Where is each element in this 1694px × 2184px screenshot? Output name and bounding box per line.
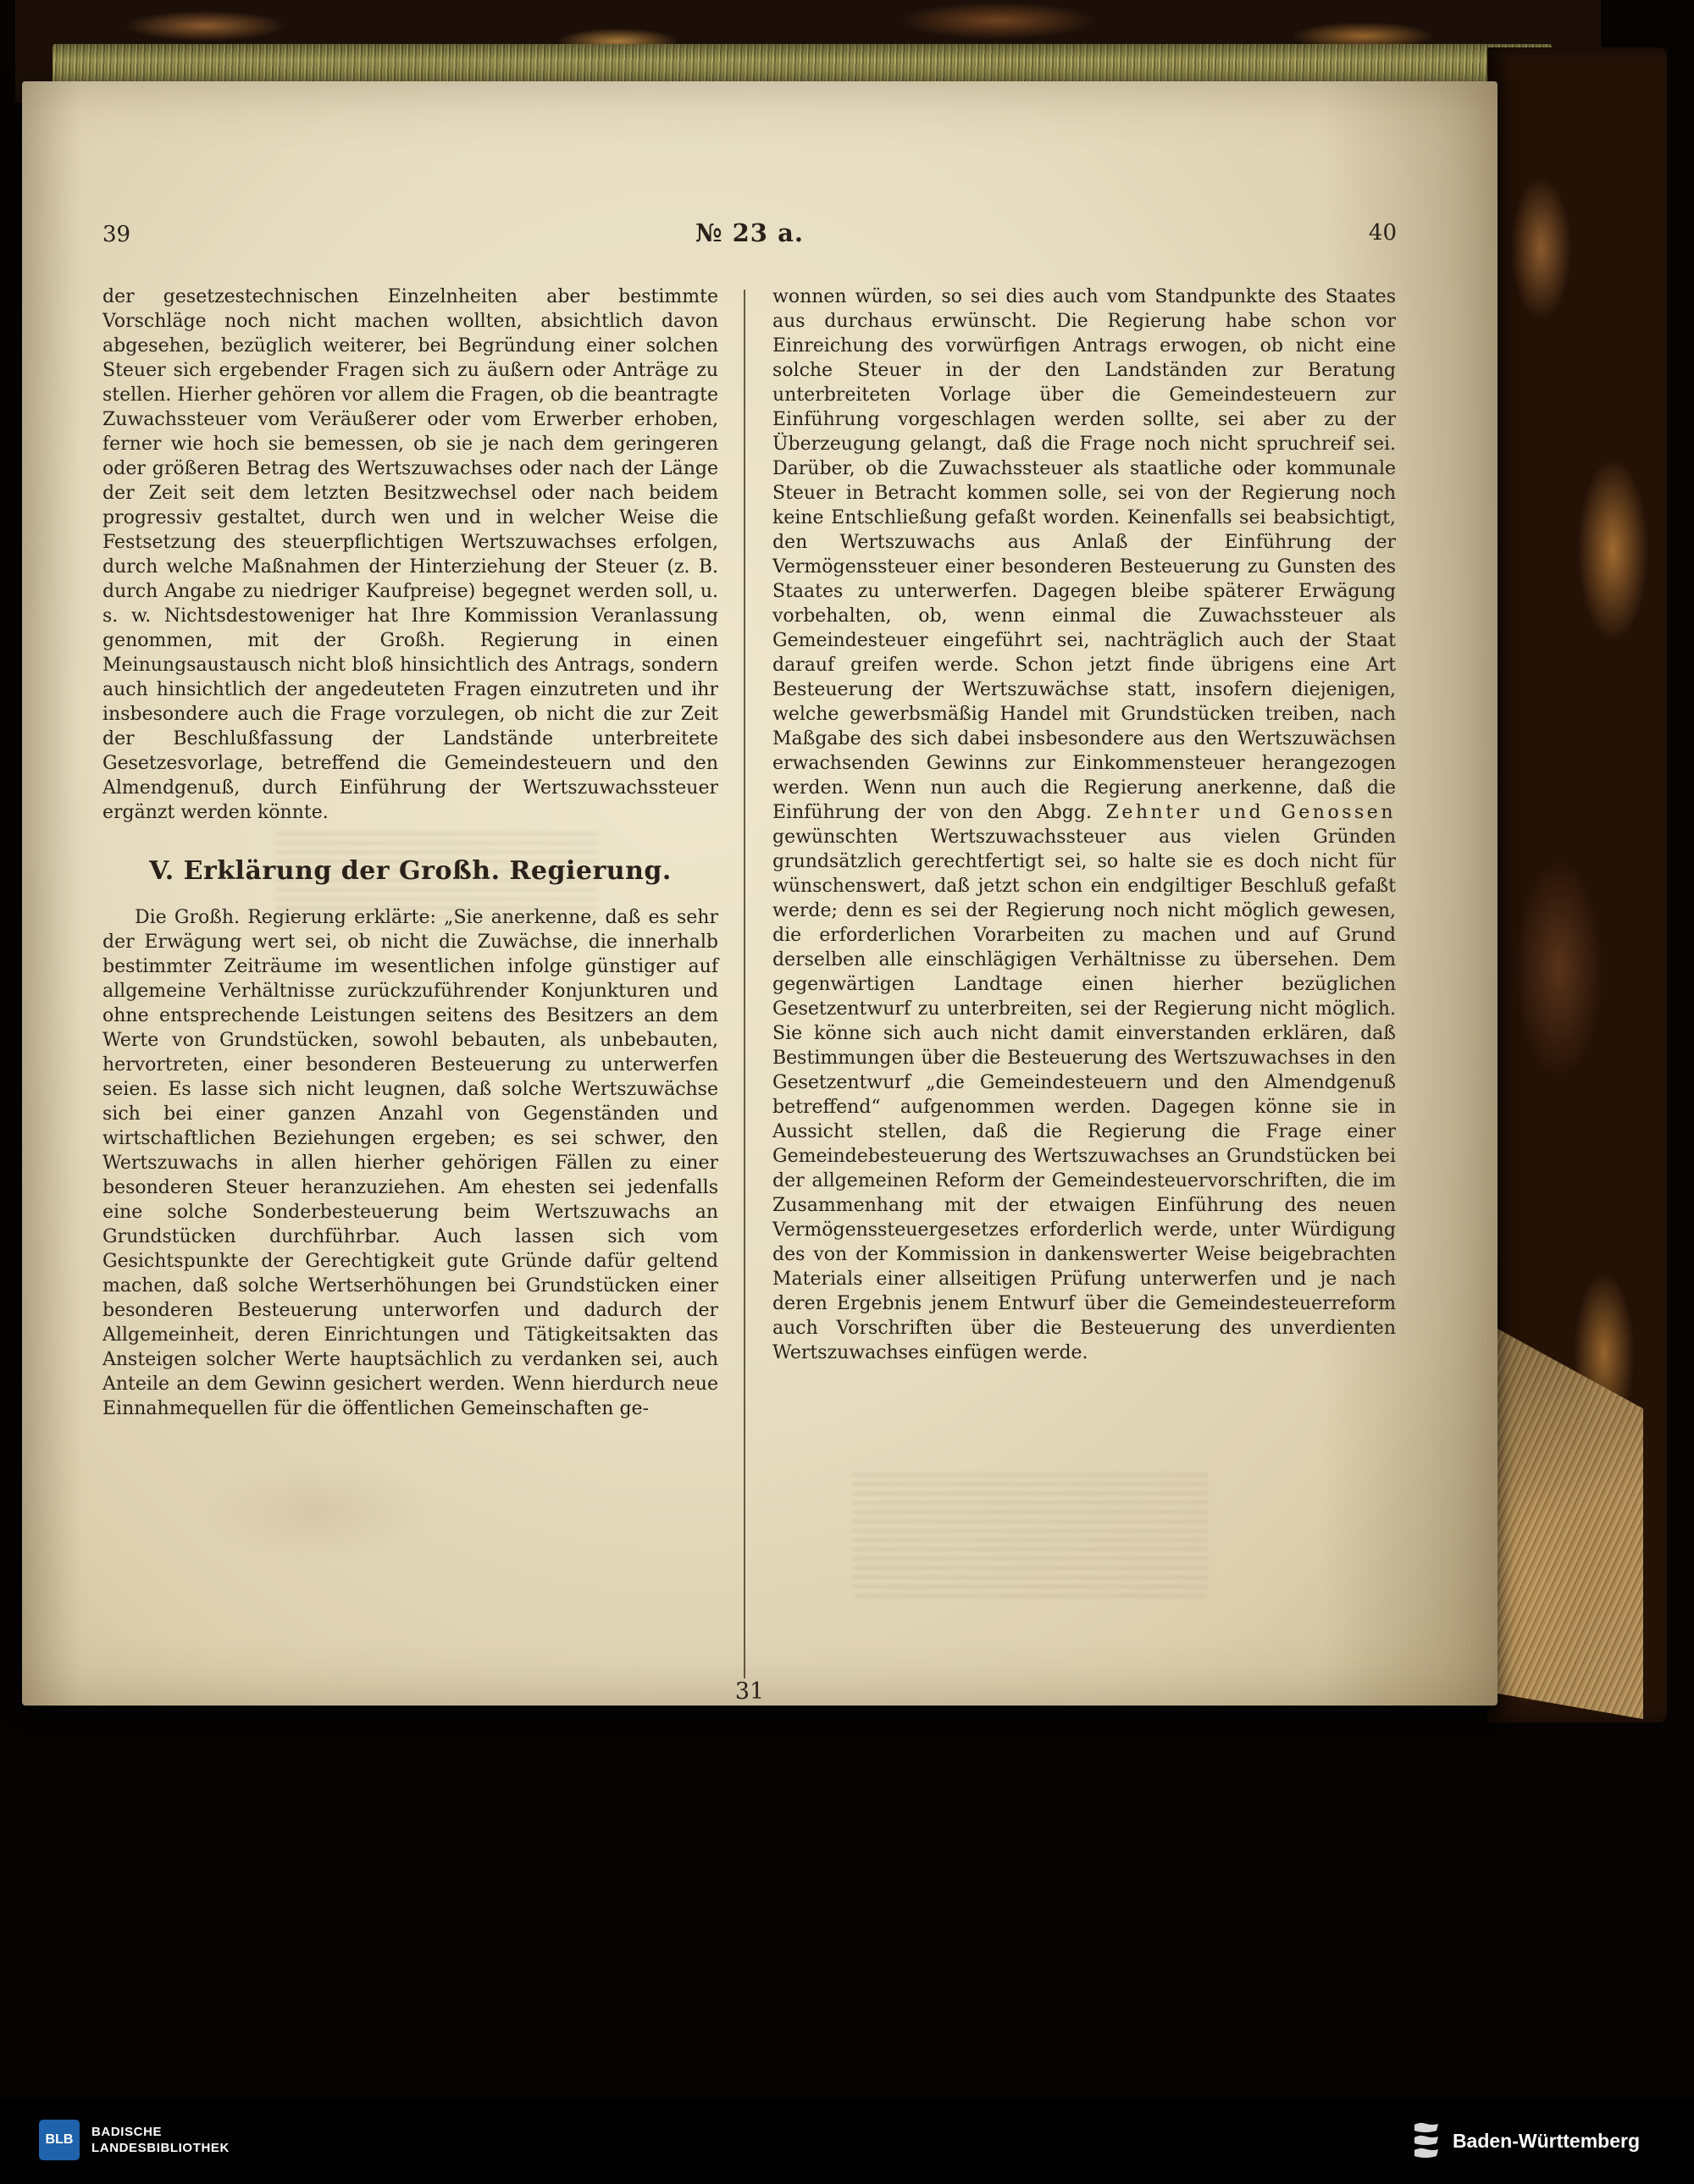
baden-wuerttemberg-lions-icon bbox=[1412, 2121, 1441, 2160]
state-name: Baden-Württemberg bbox=[1452, 2129, 1640, 2152]
library-name bbox=[91, 2124, 230, 2157]
book-page bbox=[22, 81, 1497, 1706]
paragraph-continuation bbox=[772, 285, 1396, 1365]
page-number-left: 39 bbox=[102, 222, 131, 247]
library-footer-bar bbox=[0, 2098, 1694, 2184]
library-name-line1: BADISCHE bbox=[91, 2124, 163, 2139]
library-branding bbox=[39, 2120, 230, 2160]
issue-label: № 23 a. bbox=[695, 218, 804, 247]
library-name-line2: LANDESBIBLIOTHEK bbox=[91, 2141, 230, 2155]
section-heading: V. Erklärung der Großh. Regierung. bbox=[149, 856, 672, 886]
left-column bbox=[102, 285, 718, 1421]
paragraph-government-declaration: Die Großh. Regierung erklärte: „Sie anerkenne, daß es sehr der Erwägung wert sei, ob nicht die Zuwächse, die innerhalb bestimmter Zeiträume im wesentlichen infolge günstiger auf allgemeine Verhältnisse zurückzuführender Konjunkturen und ohne entsprechende Leistungen seitens des Besitzers an dem Werte von Grundstücken, sowohl bebauten, als unbebauten, hervortreten, einer besonderen Besteuerung zu unterwerfen seien. Es lasse sich nicht leugnen, daß solche Wertszuwächse sich bei einer ganzen Anzahl von Gegenständen und wirtschaftlichen Beziehungen ergeben; es sei schwer, den Wertszuwachs in allen hierher gehörigen Fällen zu einer besonderen Steuer heranzuziehen. Am ehesten sei jedenfalls eine solche Sonderbesteuerung beim Wertszuwachs an Grundstücken durchführbar. Auch lassen sich vom Gesichtspunkte der Gerechtigkeit gute Gründe dafür geltend machen, daß solche Wertserhöhungen bei Grundstücken einer besonderen Besteuerung unterworfen und dadurch der Allgemeinheit, deren Einrichtungen und Tätigkeitsakten das Ansteigen solcher Werte hauptsächlich zu verdanken sei, auch Anteile an dem Gewinn gesichert werden. Wenn hierdurch neue Einnahmequellen für die öffentlichen Gemeinschaften ge- bbox=[102, 907, 718, 1419]
bleed-through-smudge bbox=[852, 1470, 1208, 1597]
page-number-right: 40 bbox=[1368, 220, 1397, 246]
right-column bbox=[772, 285, 1396, 1365]
paragraph-continuation: der gesetzestechnischen Einzelnheiten aber bestimmte Vorschläge noch nicht machen wollten, absichtlich davon abgesehen, bezüglich weiterer, bei Begründung einer solchen Steuer sich ergebender Fragen sich zu äußern oder Anträge zu stellen. Hierher gehören vor allem die Fragen, ob die beantragte Zuwachssteuer vom Veräußerer oder vom Erwerber erhoben, ferner wie hoch sie bemessen, ob sie je nach dem geringeren oder größeren Betrag des Wertszuwachses oder nach der Länge der Zeit seit dem letzten Besitzwechsel oder nach beidem progressiv gestaltet, durch wen und in welcher Weise die Festsetzung des steuerpflichtigen Wertszuwachses erfolgen, durch welche Maßnahmen der Hinterziehung der Steuer (z. B. durch Angabe zu niedriger Kaufpreise) begegnet werden soll, u. s. w. Nichtsdestoweniger hat Ihre Kommission Veranlassung genommen, mit der Großh. Regierung in einen Meinungsaustausch nicht bloß hinsichtlich des Antrags, sondern auch hinsichtlich der angedeuteten Fragen einzutreten und ihr insbesondere auch die Frage vorzulegen, ob nicht die zur Zeit der Beschlußfassung der Landstände unterbreitete Gesetzesvorlage, betreffend die Gemeindesteuern und den Almendgenuß, durch Einführung der Wertszuwachssteuer ergänzt werden könnte. bbox=[102, 286, 718, 823]
paragraph-text: gewünschten Wertszuwachssteuer aus vielen Gründen grundsätzlich gerechtfertigt sei, so halte sie es doch nicht für wünschenswert, daß jetzt schon ein endgiltiger Beschluß gefaßt werde; denn es sei der Regierung noch nicht möglich gewesen, die erforderlichen Vorarbeiten zu machen und auf Grund derselben alle einschlägigen Verhältnisse zu übersehen. Dem gegenwärtigen Landtage einen hierher bezüglichen Gesetzentwurf zu unterbreiten, sei der Regierung nicht möglich. Sie könne sich auch nicht damit einverstanden erklären, daß Bestimmungen über die Besteuerung des Wertszuwachses in den Gesetzentwurf „die Gemeindesteuern und den Almendgenuß betreffend“ aufgenommen werden. Dagegen könne sie in Aussicht stellen, daß die Regierung die Frage einer Gemeindebesteuerung des Wertszuwachses an Grundstücken bei der allgemeinen Reform der Gemeindesteuervorschriften, die im Zusammenhang mit der etwaigen Einführung des neuen Vermögenssteuergesetzes erforderlich werde, unter Würdigung des von der Kommission in dankenswerter Weise beigebrachten Materials einer allseitigen Prüfung unterwerfen und je nach deren Ergebnis jenem Entwurf über die Gemeindesteuerreform auch Vorschriften über die Besteuerung des unverdienten Wertszuwachses einfügen werde. bbox=[772, 827, 1396, 1363]
state-branding bbox=[1412, 2121, 1640, 2160]
blb-logo-icon: BLB bbox=[39, 2120, 80, 2160]
emphasized-names: Zehnter und Genossen bbox=[1105, 802, 1396, 823]
page-header bbox=[102, 218, 1397, 252]
paragraph-text: wonnen würden, so sei dies auch vom Standpunkte des Staates aus durchaus erwünscht. Die Regierung habe schon vor Einreichung des vorwürfigen Antrags erwogen, ob nicht eine solche Steuer in der den Landständen zur Beratung unterbreiteten Vorlage über die Gemeindesteuern zur Einführung vorgeschlagen werden sollte, sei aber zu der Überzeugung gelangt, daß die Frage noch nicht spruchreif sei. Darüber, ob die Zuwachssteuer als staatliche oder kommunale Steuer in Betracht kommen solle, sei von der Regierung noch keine Entschließung gefaßt worden. Keinenfalls sei beabsichtigt, den Wertszuwachs aus Anlaß der Einführung der Vermögenssteuer einer besonderen Besteuerung zu Gunsten des Staates zu unterwerfen. Dagegen bleibe späterer Erwägung vorbehalten, ob, wenn einmal die Zuwachssteuer als Gemeindesteuer eingeführt sei, nachträglich auch der Staat darauf greifen werde. Schon jetzt finde übrigens eine Art Besteuerung der Wertszuwächse statt, insofern diejenigen, welche gewerbsmäßig Handel mit Grundstücken treiben, nach Maßgabe des sich dabei insbesondere aus den Wertszuwächsen erwachsenden Gewinns zur Einkommensteuer herangezogen werden. Wenn nun auch die Regierung anerkenne, daß die Einführung der von den Abgg. bbox=[772, 286, 1396, 823]
column-divider bbox=[744, 290, 745, 1678]
page-number-bottom: 31 bbox=[734, 1678, 765, 1705]
